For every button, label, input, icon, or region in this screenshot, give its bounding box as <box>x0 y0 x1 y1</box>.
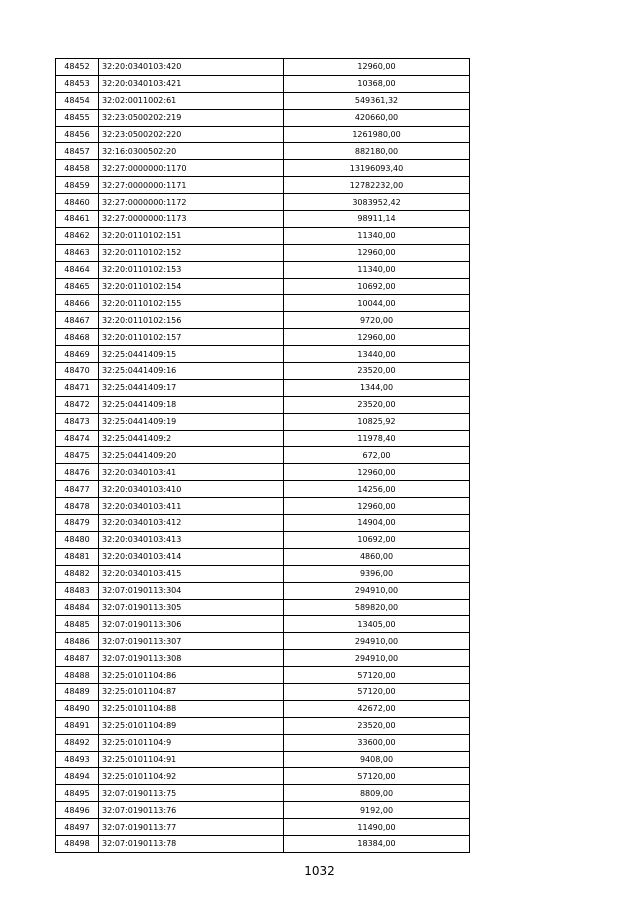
row-index-cell: 48456 <box>56 126 99 143</box>
value-cell: 9396,00 <box>284 565 470 582</box>
cadastral-number-cell: 32:25:0441409:15 <box>99 346 284 363</box>
table-body <box>56 59 470 853</box>
table-row <box>56 515 470 532</box>
page-number: 1032 <box>304 864 335 878</box>
value-cell: 420660,00 <box>284 109 470 126</box>
value-cell: 13196093,40 <box>284 160 470 177</box>
cadastral-number-cell: 32:25:0101104:87 <box>99 683 284 700</box>
value-cell: 8809,00 <box>284 785 470 802</box>
value-cell: 13440,00 <box>284 346 470 363</box>
cadastral-number-cell: 32:25:0101104:91 <box>99 751 284 768</box>
value-cell: 12782232,00 <box>284 177 470 194</box>
row-index-cell: 48488 <box>56 667 99 684</box>
cadastral-number-cell: 32:20:0340103:421 <box>99 75 284 92</box>
value-cell: 4860,00 <box>284 548 470 565</box>
cadastral-number-cell: 32:27:0000000:1172 <box>99 194 284 211</box>
table-row <box>56 143 470 160</box>
cadastral-number-cell: 32:07:0190113:308 <box>99 650 284 667</box>
row-index-cell: 48489 <box>56 683 99 700</box>
cadastral-number-cell: 32:16:0300502:20 <box>99 143 284 160</box>
value-cell: 98911,14 <box>284 211 470 228</box>
table-row <box>56 346 470 363</box>
value-cell: 33600,00 <box>284 734 470 751</box>
table-row <box>56 312 470 329</box>
value-cell: 12960,00 <box>284 244 470 261</box>
cadastral-number-cell: 32:25:0101104:88 <box>99 700 284 717</box>
row-index-cell: 48487 <box>56 650 99 667</box>
cadastral-number-cell: 32:25:0101104:92 <box>99 768 284 785</box>
table-row <box>56 194 470 211</box>
row-index-cell: 48458 <box>56 160 99 177</box>
table-row <box>56 126 470 143</box>
row-index-cell: 48475 <box>56 447 99 464</box>
table-row <box>56 59 470 76</box>
row-index-cell: 48468 <box>56 329 99 346</box>
table-row <box>56 75 470 92</box>
row-index-cell: 48491 <box>56 717 99 734</box>
value-cell: 294910,00 <box>284 650 470 667</box>
row-index-cell: 48462 <box>56 227 99 244</box>
cadastral-number-cell: 32:20:0340103:413 <box>99 531 284 548</box>
cadastral-number-cell: 32:20:0110102:156 <box>99 312 284 329</box>
value-cell: 13405,00 <box>284 616 470 633</box>
table-row <box>56 768 470 785</box>
value-cell: 10692,00 <box>284 531 470 548</box>
value-cell: 3083952,42 <box>284 194 470 211</box>
value-cell: 294910,00 <box>284 582 470 599</box>
value-cell: 9720,00 <box>284 312 470 329</box>
value-cell: 57120,00 <box>284 768 470 785</box>
cadastral-number-cell: 32:20:0110102:153 <box>99 261 284 278</box>
cadastral-number-cell: 32:07:0190113:304 <box>99 582 284 599</box>
data-table <box>55 58 470 853</box>
row-index-cell: 48495 <box>56 785 99 802</box>
row-index-cell: 48480 <box>56 531 99 548</box>
table-row <box>56 835 470 852</box>
table-row <box>56 667 470 684</box>
table-row <box>56 329 470 346</box>
cadastral-number-cell: 32:25:0441409:18 <box>99 396 284 413</box>
table-row <box>56 295 470 312</box>
value-cell: 10044,00 <box>284 295 470 312</box>
value-cell: 11490,00 <box>284 819 470 836</box>
cadastral-number-cell: 32:20:0340103:41 <box>99 464 284 481</box>
value-cell: 1344,00 <box>284 379 470 396</box>
value-cell: 12960,00 <box>284 464 470 481</box>
row-index-cell: 48466 <box>56 295 99 312</box>
row-index-cell: 48457 <box>56 143 99 160</box>
value-cell: 11340,00 <box>284 261 470 278</box>
cadastral-number-cell: 32:25:0441409:16 <box>99 363 284 380</box>
row-index-cell: 48470 <box>56 363 99 380</box>
cadastral-number-cell: 32:20:0110102:154 <box>99 278 284 295</box>
row-index-cell: 48473 <box>56 413 99 430</box>
row-index-cell: 48478 <box>56 498 99 515</box>
row-index-cell: 48498 <box>56 835 99 852</box>
row-index-cell: 48452 <box>56 59 99 76</box>
cadastral-number-cell: 32:20:0340103:410 <box>99 481 284 498</box>
row-index-cell: 48455 <box>56 109 99 126</box>
value-cell: 1261980,00 <box>284 126 470 143</box>
row-index-cell: 48476 <box>56 464 99 481</box>
row-index-cell: 48477 <box>56 481 99 498</box>
value-cell: 23520,00 <box>284 717 470 734</box>
table-row <box>56 413 470 430</box>
cadastral-number-cell: 32:07:0190113:75 <box>99 785 284 802</box>
row-index-cell: 48481 <box>56 548 99 565</box>
table-row <box>56 211 470 228</box>
table-row <box>56 802 470 819</box>
cadastral-number-cell: 32:20:0110102:151 <box>99 227 284 244</box>
cadastral-number-cell: 32:07:0190113:77 <box>99 819 284 836</box>
value-cell: 10692,00 <box>284 278 470 295</box>
cadastral-number-cell: 32:27:0000000:1170 <box>99 160 284 177</box>
value-cell: 23520,00 <box>284 396 470 413</box>
table-row <box>56 92 470 109</box>
value-cell: 11978,40 <box>284 430 470 447</box>
value-cell: 42672,00 <box>284 700 470 717</box>
cadastral-number-cell: 32:07:0190113:76 <box>99 802 284 819</box>
cadastral-number-cell: 32:27:0000000:1173 <box>99 211 284 228</box>
row-index-cell: 48497 <box>56 819 99 836</box>
cadastral-number-cell: 32:25:0101104:9 <box>99 734 284 751</box>
row-index-cell: 48479 <box>56 515 99 532</box>
cadastral-number-cell: 32:25:0441409:17 <box>99 379 284 396</box>
table-row <box>56 582 470 599</box>
cadastral-number-cell: 32:25:0101104:86 <box>99 667 284 684</box>
table-row <box>56 278 470 295</box>
row-index-cell: 48471 <box>56 379 99 396</box>
table-row <box>56 177 470 194</box>
row-index-cell: 48467 <box>56 312 99 329</box>
cadastral-number-cell: 32:07:0190113:306 <box>99 616 284 633</box>
value-cell: 57120,00 <box>284 683 470 700</box>
cadastral-number-cell: 32:07:0190113:305 <box>99 599 284 616</box>
value-cell: 18384,00 <box>284 835 470 852</box>
table-row <box>56 751 470 768</box>
cadastral-number-cell: 32:23:0500202:220 <box>99 126 284 143</box>
row-index-cell: 48453 <box>56 75 99 92</box>
value-cell: 11340,00 <box>284 227 470 244</box>
table-row <box>56 363 470 380</box>
value-cell: 12960,00 <box>284 59 470 76</box>
table-row <box>56 244 470 261</box>
cadastral-number-cell: 32:20:0110102:155 <box>99 295 284 312</box>
value-cell: 672,00 <box>284 447 470 464</box>
table-row <box>56 430 470 447</box>
row-index-cell: 48469 <box>56 346 99 363</box>
value-cell: 589820,00 <box>284 599 470 616</box>
row-index-cell: 48454 <box>56 92 99 109</box>
cadastral-number-cell: 32:07:0190113:78 <box>99 835 284 852</box>
row-index-cell: 48461 <box>56 211 99 228</box>
cadastral-number-cell: 32:20:0340103:420 <box>99 59 284 76</box>
cadastral-number-cell: 32:25:0441409:20 <box>99 447 284 464</box>
table-row <box>56 227 470 244</box>
table-row <box>56 565 470 582</box>
table-row <box>56 683 470 700</box>
row-index-cell: 48486 <box>56 633 99 650</box>
row-index-cell: 48482 <box>56 565 99 582</box>
row-index-cell: 48465 <box>56 278 99 295</box>
row-index-cell: 48472 <box>56 396 99 413</box>
table-row <box>56 160 470 177</box>
value-cell: 9192,00 <box>284 802 470 819</box>
cadastral-number-cell: 32:25:0441409:19 <box>99 413 284 430</box>
cadastral-number-cell: 32:25:0441409:2 <box>99 430 284 447</box>
table-row <box>56 548 470 565</box>
cadastral-number-cell: 32:20:0340103:415 <box>99 565 284 582</box>
row-index-cell: 48493 <box>56 751 99 768</box>
cadastral-number-cell: 32:20:0110102:152 <box>99 244 284 261</box>
table-row <box>56 700 470 717</box>
data-table-container <box>55 58 466 853</box>
table-row <box>56 531 470 548</box>
value-cell: 294910,00 <box>284 633 470 650</box>
table-row <box>56 109 470 126</box>
row-index-cell: 48463 <box>56 244 99 261</box>
row-index-cell: 48483 <box>56 582 99 599</box>
row-index-cell: 48485 <box>56 616 99 633</box>
cadastral-number-cell: 32:20:0340103:414 <box>99 548 284 565</box>
table-row <box>56 498 470 515</box>
row-index-cell: 48494 <box>56 768 99 785</box>
row-index-cell: 48490 <box>56 700 99 717</box>
cadastral-number-cell: 32:20:0340103:411 <box>99 498 284 515</box>
value-cell: 10368,00 <box>284 75 470 92</box>
value-cell: 549361,32 <box>284 92 470 109</box>
table-row <box>56 650 470 667</box>
table-row <box>56 616 470 633</box>
value-cell: 10825,92 <box>284 413 470 430</box>
row-index-cell: 48459 <box>56 177 99 194</box>
row-index-cell: 48460 <box>56 194 99 211</box>
table-row <box>56 633 470 650</box>
cadastral-number-cell: 32:25:0101104:89 <box>99 717 284 734</box>
table-row <box>56 734 470 751</box>
cadastral-number-cell: 32:20:0110102:157 <box>99 329 284 346</box>
value-cell: 14904,00 <box>284 515 470 532</box>
table-row <box>56 464 470 481</box>
value-cell: 12960,00 <box>284 329 470 346</box>
table-row <box>56 599 470 616</box>
value-cell: 57120,00 <box>284 667 470 684</box>
table-row <box>56 819 470 836</box>
cadastral-number-cell: 32:07:0190113:307 <box>99 633 284 650</box>
table-row <box>56 396 470 413</box>
cadastral-number-cell: 32:23:0500202:219 <box>99 109 284 126</box>
row-index-cell: 48464 <box>56 261 99 278</box>
row-index-cell: 48474 <box>56 430 99 447</box>
table-row <box>56 447 470 464</box>
table-row <box>56 481 470 498</box>
value-cell: 9408,00 <box>284 751 470 768</box>
value-cell: 12960,00 <box>284 498 470 515</box>
row-index-cell: 48484 <box>56 599 99 616</box>
cadastral-number-cell: 32:20:0340103:412 <box>99 515 284 532</box>
value-cell: 882180,00 <box>284 143 470 160</box>
cadastral-number-cell: 32:27:0000000:1171 <box>99 177 284 194</box>
value-cell: 23520,00 <box>284 363 470 380</box>
cadastral-number-cell: 32:02:0011002:61 <box>99 92 284 109</box>
table-row <box>56 785 470 802</box>
table-row <box>56 379 470 396</box>
table-row <box>56 261 470 278</box>
table-row <box>56 717 470 734</box>
row-index-cell: 48492 <box>56 734 99 751</box>
value-cell: 14256,00 <box>284 481 470 498</box>
row-index-cell: 48496 <box>56 802 99 819</box>
